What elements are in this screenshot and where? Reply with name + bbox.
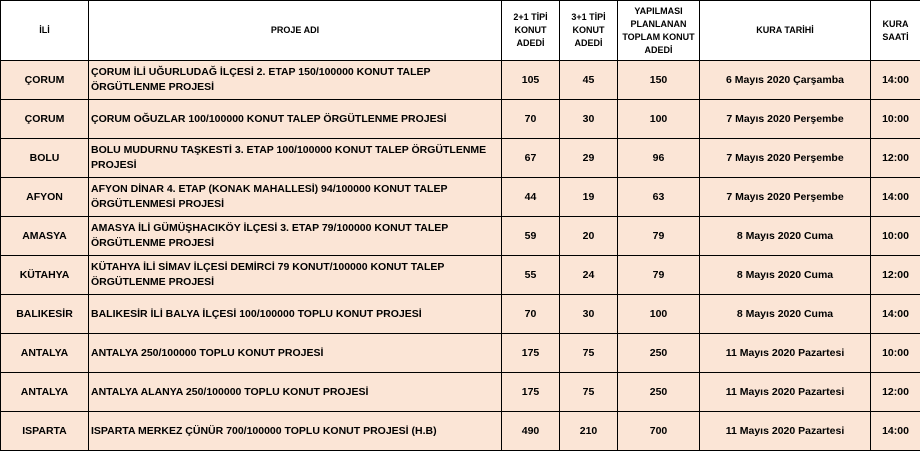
cell-2-1-adet: 55: [502, 256, 560, 295]
cell-kura-tarihi: 8 Mayıs 2020 Cuma: [700, 256, 871, 295]
cell-kura-saati: 14:00: [871, 61, 920, 100]
cell-toplam-konut: 100: [618, 100, 700, 139]
cell-toplam-konut: 100: [618, 295, 700, 334]
cell-toplam-konut: 79: [618, 256, 700, 295]
cell-toplam-konut: 79: [618, 217, 700, 256]
cell-3-1-adet: 30: [560, 295, 618, 334]
cell-kura-saati: 12:00: [871, 373, 920, 412]
table-row: [1, 256, 920, 295]
cell-ili: ISPARTA: [1, 412, 89, 451]
cell-2-1-adet: 175: [502, 334, 560, 373]
cell-proje-adi: BALIKESİR İLİ BALYA İLÇESİ 100/100000 TOPLU KONUT PROJESİ: [89, 295, 502, 334]
cell-ili: ANTALYA: [1, 334, 89, 373]
cell-3-1-adet: 29: [560, 139, 618, 178]
cell-3-1-adet: 30: [560, 100, 618, 139]
cell-kura-tarihi: 6 Mayıs 2020 Çarşamba: [700, 61, 871, 100]
table-row: [1, 139, 920, 178]
cell-kura-saati: 12:00: [871, 139, 920, 178]
table-row: [1, 178, 920, 217]
cell-3-1-adet: 210: [560, 412, 618, 451]
cell-3-1-adet: 24: [560, 256, 618, 295]
cell-kura-saati: 12:00: [871, 256, 920, 295]
header-kura-saati: KURA SAATİ: [871, 1, 920, 61]
cell-kura-saati: 14:00: [871, 412, 920, 451]
cell-2-1-adet: 175: [502, 373, 560, 412]
cell-toplam-konut: 250: [618, 373, 700, 412]
header-2-1-tipi: 2+1 TİPİ KONUT ADEDİ: [502, 1, 560, 61]
cell-ili: BALIKESİR: [1, 295, 89, 334]
cell-2-1-adet: 490: [502, 412, 560, 451]
cell-kura-tarihi: 11 Mayıs 2020 Pazartesi: [700, 373, 871, 412]
cell-3-1-adet: 20: [560, 217, 618, 256]
cell-kura-tarihi: 11 Mayıs 2020 Pazartesi: [700, 412, 871, 451]
table-row: [1, 61, 920, 100]
cell-proje-adi: AFYON DİNAR 4. ETAP (KONAK MAHALLESİ) 94/100000 KONUT TALEP ÖRGÜTLENMESİ PROJESİ: [89, 178, 502, 217]
cell-3-1-adet: 45: [560, 61, 618, 100]
table-row: [1, 100, 920, 139]
header-proje-adi: PROJE ADI: [89, 1, 502, 61]
cell-kura-tarihi: 7 Mayıs 2020 Perşembe: [700, 100, 871, 139]
cell-proje-adi: ÇORUM OĞUZLAR 100/100000 KONUT TALEP ÖRGÜTLENME PROJESİ: [89, 100, 502, 139]
header-kura-tarihi: KURA TARİHİ: [700, 1, 871, 61]
cell-proje-adi: ISPARTA MERKEZ ÇÜNÜR 700/100000 TOPLU KONUT PROJESİ (H.B): [89, 412, 502, 451]
cell-3-1-adet: 75: [560, 334, 618, 373]
table-row: [1, 295, 920, 334]
cell-toplam-konut: 96: [618, 139, 700, 178]
cell-kura-saati: 14:00: [871, 295, 920, 334]
cell-kura-saati: 10:00: [871, 100, 920, 139]
cell-kura-tarihi: 7 Mayıs 2020 Perşembe: [700, 178, 871, 217]
cell-toplam-konut: 63: [618, 178, 700, 217]
cell-proje-adi: KÜTAHYA İLİ SİMAV İLÇESİ DEMİRCİ 79 KONUT/100000 KONUT TALEP ÖRGÜTLENME PROJESİ: [89, 256, 502, 295]
cell-2-1-adet: 105: [502, 61, 560, 100]
cell-kura-saati: 10:00: [871, 217, 920, 256]
cell-kura-tarihi: 7 Mayıs 2020 Perşembe: [700, 139, 871, 178]
cell-proje-adi: AMASYA İLİ GÜMÜŞHACIKÖY İLÇESİ 3. ETAP 79/100000 KONUT TALEP ÖRGÜTLENME PROJESİ: [89, 217, 502, 256]
cell-proje-adi: ANTALYA ALANYA 250/100000 TOPLU KONUT PROJESİ: [89, 373, 502, 412]
cell-2-1-adet: 59: [502, 217, 560, 256]
header-toplam-konut: YAPILMASI PLANLANAN TOPLAM KONUT ADEDİ: [618, 1, 700, 61]
table-row: [1, 412, 920, 451]
cell-ili: ÇORUM: [1, 61, 89, 100]
cell-kura-saati: 14:00: [871, 178, 920, 217]
table-row: [1, 373, 920, 412]
cell-proje-adi: ANTALYA 250/100000 TOPLU KONUT PROJESİ: [89, 334, 502, 373]
cell-2-1-adet: 44: [502, 178, 560, 217]
cell-kura-saati: 10:00: [871, 334, 920, 373]
cell-ili: AMASYA: [1, 217, 89, 256]
cell-ili: ÇORUM: [1, 100, 89, 139]
cell-kura-tarihi: 8 Mayıs 2020 Cuma: [700, 295, 871, 334]
table-row: [1, 334, 920, 373]
cell-ili: ANTALYA: [1, 373, 89, 412]
cell-ili: KÜTAHYA: [1, 256, 89, 295]
header-ili: İLİ: [1, 1, 89, 61]
cell-2-1-adet: 70: [502, 295, 560, 334]
table-row: [1, 217, 920, 256]
header-3-1-tipi: 3+1 TİPİ KONUT ADEDİ: [560, 1, 618, 61]
cell-kura-tarihi: 11 Mayıs 2020 Pazartesi: [700, 334, 871, 373]
cell-proje-adi: ÇORUM İLİ UĞURLUDAĞ İLÇESİ 2. ETAP 150/100000 KONUT TALEP ÖRGÜTLENME PROJESİ: [89, 61, 502, 100]
cell-3-1-adet: 19: [560, 178, 618, 217]
cell-toplam-konut: 150: [618, 61, 700, 100]
cell-toplam-konut: 250: [618, 334, 700, 373]
cell-2-1-adet: 67: [502, 139, 560, 178]
cell-proje-adi: BOLU MUDURNU TAŞKESTİ 3. ETAP 100/100000 KONUT TALEP ÖRGÜTLENME PROJESİ: [89, 139, 502, 178]
header-row: [1, 1, 920, 61]
cell-ili: AFYON: [1, 178, 89, 217]
cell-3-1-adet: 75: [560, 373, 618, 412]
cell-toplam-konut: 700: [618, 412, 700, 451]
cell-ili: BOLU: [1, 139, 89, 178]
cell-kura-tarihi: 8 Mayıs 2020 Cuma: [700, 217, 871, 256]
cell-2-1-adet: 70: [502, 100, 560, 139]
